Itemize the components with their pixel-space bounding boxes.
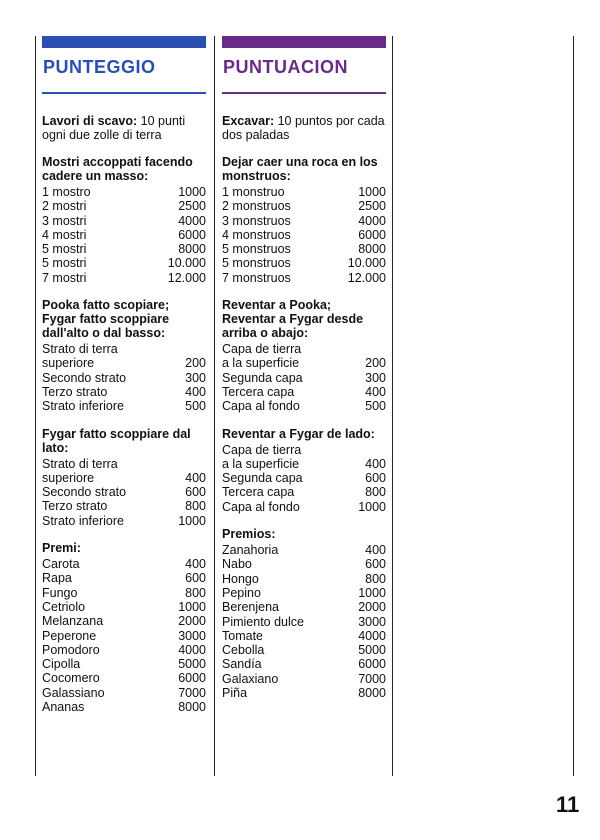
score-row xyxy=(222,586,386,600)
row-value: 300 xyxy=(365,370,386,385)
score-section xyxy=(222,298,386,413)
row-value: 8000 xyxy=(178,700,206,715)
score-row xyxy=(42,671,206,685)
row-label: Segunda capa xyxy=(222,370,303,385)
row-value: 3000 xyxy=(358,614,386,629)
row-value: 1000 xyxy=(358,499,386,514)
italian-color-bar xyxy=(42,36,206,48)
score-row xyxy=(222,557,386,571)
row-value: 400 xyxy=(365,456,386,471)
score-section xyxy=(42,155,206,285)
score-row xyxy=(222,385,386,399)
score-row xyxy=(42,242,206,256)
row-label: Cetriolo xyxy=(42,599,86,614)
row-value: 400 xyxy=(365,384,386,399)
score-row xyxy=(42,643,206,657)
row-value: 8000 xyxy=(178,242,206,257)
row-value: 800 xyxy=(365,571,386,586)
row-label: Pimiento dulce xyxy=(222,614,304,629)
score-row xyxy=(42,371,206,385)
row-label: 5 monstruos xyxy=(222,256,291,271)
italian-title-rule xyxy=(42,92,206,94)
row-label: Strato di terra superiore xyxy=(42,342,118,371)
row-value: 2500 xyxy=(178,199,206,214)
row-label: Peperone xyxy=(42,628,97,643)
row-value: 800 xyxy=(365,485,386,500)
spanish-color-bar xyxy=(222,36,386,48)
score-row xyxy=(42,271,206,285)
score-row xyxy=(222,643,386,657)
row-value: 200 xyxy=(365,356,386,371)
row-label: 3 mostri xyxy=(42,213,87,228)
row-label: Rapa xyxy=(42,571,72,586)
score-row xyxy=(42,228,206,242)
row-value: 600 xyxy=(365,557,386,572)
row-value: 600 xyxy=(365,471,386,486)
spanish-dig-note xyxy=(222,114,386,142)
score-row xyxy=(222,371,386,385)
row-value: 3000 xyxy=(178,628,206,643)
spanish-dig-key: Excavar: xyxy=(222,114,275,128)
score-row xyxy=(222,228,386,242)
score-section xyxy=(222,155,386,285)
row-value: 6000 xyxy=(178,227,206,242)
section-header: Mostri accoppati facendo cadere un masso: xyxy=(42,155,193,183)
row-label: Tomate xyxy=(222,628,263,643)
row-value: 10.000 xyxy=(167,256,206,271)
row-value: 800 xyxy=(185,585,206,600)
score-row xyxy=(42,600,206,614)
row-label: Pepino xyxy=(222,585,261,600)
score-row xyxy=(222,686,386,700)
row-label: Pomodoro xyxy=(42,642,100,657)
spanish-sections xyxy=(222,155,386,700)
section-header: Dejar caer una roca en los monstruos: xyxy=(222,155,378,183)
row-label: 5 mostri xyxy=(42,242,87,257)
row-label: Capa al fondo xyxy=(222,499,300,514)
score-row xyxy=(42,586,206,600)
score-row xyxy=(222,600,386,614)
row-value: 5000 xyxy=(178,657,206,672)
row-label: 4 mostri xyxy=(42,227,87,242)
row-value: 12.000 xyxy=(347,270,386,285)
row-value: 400 xyxy=(185,557,206,572)
row-label: Strato inferiore xyxy=(42,513,124,528)
row-label: Berenjena xyxy=(222,600,279,615)
row-value: 8000 xyxy=(358,686,386,701)
row-label: 7 monstruos xyxy=(222,270,291,285)
far-right-line xyxy=(573,36,574,776)
italian-column xyxy=(42,36,206,727)
section-header: Reventar a Fygar de lado: xyxy=(222,426,375,441)
section-header: Reventar a Pooka; Reventar a Fygar desde arriba o abajo: xyxy=(222,298,364,341)
row-value: 4000 xyxy=(178,213,206,228)
row-label: 1 monstruo xyxy=(222,185,285,199)
spanish-title-rule xyxy=(222,92,386,94)
score-row xyxy=(222,256,386,270)
score-row xyxy=(222,214,386,228)
score-section xyxy=(42,427,206,528)
center-divider-line xyxy=(214,36,215,776)
row-label: Tercera capa xyxy=(222,485,295,500)
score-row xyxy=(42,457,206,486)
score-row xyxy=(42,557,206,571)
row-value: 4000 xyxy=(178,642,206,657)
score-section xyxy=(222,527,386,700)
section-header: Premios: xyxy=(222,527,276,542)
spanish-title: PUNTUACION xyxy=(223,57,348,77)
row-label: Strato inferiore xyxy=(42,399,124,414)
score-row xyxy=(222,657,386,671)
score-row xyxy=(222,342,386,371)
row-value: 4000 xyxy=(358,213,386,228)
row-label: 7 mostri xyxy=(42,270,87,285)
row-value: 12.000 xyxy=(167,270,206,285)
section-header: Fygar fatto scoppiare dal lato: xyxy=(42,426,191,455)
row-value: 4000 xyxy=(358,628,386,643)
row-label: Ananas xyxy=(42,700,85,715)
row-value: 2000 xyxy=(178,614,206,629)
score-section xyxy=(42,298,206,413)
row-label: 2 mostri xyxy=(42,199,87,214)
score-row xyxy=(42,657,206,671)
row-value: 5000 xyxy=(358,643,386,658)
row-label: Galassiano xyxy=(42,685,105,700)
italian-dig-key: Lavori di scavo: xyxy=(42,114,138,128)
score-row xyxy=(42,185,206,199)
score-row xyxy=(42,629,206,643)
score-row xyxy=(42,499,206,513)
row-label: Galaxiano xyxy=(222,671,279,686)
score-row xyxy=(222,443,386,472)
row-value: 1000 xyxy=(178,513,206,528)
spanish-dig-text: 10 puntos por cada dos paladas xyxy=(222,114,385,142)
score-row xyxy=(222,242,386,256)
score-row xyxy=(42,614,206,628)
italian-title: PUNTEGGIO xyxy=(43,57,156,77)
italian-dig-text: 10 punti ogni due zolle di terra xyxy=(42,114,186,142)
row-label: Nabo xyxy=(222,557,252,572)
score-row xyxy=(42,686,206,700)
score-row xyxy=(222,199,386,213)
row-label: Tercera capa xyxy=(222,384,295,399)
row-value: 2000 xyxy=(358,600,386,615)
row-label: Cipolla xyxy=(42,657,81,672)
row-value: 7000 xyxy=(178,685,206,700)
row-label: Piña xyxy=(222,686,248,701)
spanish-column xyxy=(222,36,386,713)
row-label: Sandía xyxy=(222,657,262,672)
score-row xyxy=(42,399,206,413)
row-value: 1000 xyxy=(178,185,206,199)
row-label: 3 monstruos xyxy=(222,213,291,228)
row-label: Fungo xyxy=(42,585,78,600)
score-row xyxy=(42,342,206,371)
row-label: Cocomero xyxy=(42,671,100,686)
score-section xyxy=(42,541,206,714)
score-row xyxy=(222,399,386,413)
row-label: 1 mostro xyxy=(42,185,91,199)
score-row xyxy=(42,485,206,499)
row-value: 200 xyxy=(185,356,206,371)
row-value: 6000 xyxy=(178,671,206,686)
row-value: 400 xyxy=(365,543,386,558)
score-row xyxy=(42,256,206,270)
score-section xyxy=(222,427,386,514)
row-label: Secondo strato xyxy=(42,485,127,500)
row-label: 5 mostri xyxy=(42,256,87,271)
row-value: 10.000 xyxy=(347,256,386,271)
score-row xyxy=(222,271,386,285)
row-value: 400 xyxy=(185,384,206,399)
row-label: Capa de tierra a la superficie xyxy=(222,442,302,471)
row-label: Secondo strato xyxy=(42,370,127,385)
row-value: 7000 xyxy=(358,671,386,686)
score-row xyxy=(42,514,206,528)
row-label: Hongo xyxy=(222,571,259,586)
row-label: Strato di terra superiore xyxy=(42,456,118,485)
row-value: 1000 xyxy=(358,185,386,199)
row-label: 2 monstruos xyxy=(222,199,291,214)
middle-right-line xyxy=(392,36,393,776)
score-row xyxy=(222,615,386,629)
row-label: Terzo strato xyxy=(42,499,108,514)
row-value: 600 xyxy=(185,571,206,586)
section-header: Pooka fatto scopiare; Fygar fatto scoppiare dall'alto o dal basso: xyxy=(42,298,170,341)
score-row xyxy=(42,199,206,213)
page-number: 11 xyxy=(556,792,580,817)
row-label: 5 monstruos xyxy=(222,242,291,257)
italian-sections xyxy=(42,155,206,714)
row-value: 6000 xyxy=(358,227,386,242)
row-label: Capa de tierra a la superficie xyxy=(222,342,302,371)
row-label: Terzo strato xyxy=(42,384,108,399)
row-value: 500 xyxy=(185,399,206,414)
score-row xyxy=(42,214,206,228)
score-row xyxy=(222,543,386,557)
row-label: Capa al fondo xyxy=(222,399,300,414)
score-row xyxy=(42,385,206,399)
row-label: Carota xyxy=(42,557,80,572)
row-label: Cebolla xyxy=(222,643,265,658)
row-label: Zanahoria xyxy=(222,543,279,558)
row-value: 500 xyxy=(365,399,386,414)
row-value: 800 xyxy=(185,499,206,514)
row-label: 4 monstruos xyxy=(222,227,291,242)
score-row xyxy=(222,672,386,686)
score-row xyxy=(222,629,386,643)
section-header: Premi: xyxy=(42,541,81,556)
row-value: 2500 xyxy=(358,199,386,214)
row-value: 8000 xyxy=(358,242,386,257)
row-value: 400 xyxy=(185,470,206,485)
score-row xyxy=(222,485,386,499)
score-row xyxy=(222,185,386,199)
row-label: Melanzana xyxy=(42,614,104,629)
score-row xyxy=(42,571,206,585)
left-margin-line xyxy=(35,36,36,776)
row-value: 1000 xyxy=(358,585,386,600)
row-value: 300 xyxy=(185,370,206,385)
row-value: 600 xyxy=(185,485,206,500)
row-value: 6000 xyxy=(358,657,386,672)
row-label: Segunda capa xyxy=(222,471,303,486)
italian-dig-note xyxy=(42,114,206,142)
row-value: 1000 xyxy=(178,599,206,614)
score-row xyxy=(222,500,386,514)
score-row xyxy=(222,471,386,485)
score-row xyxy=(42,700,206,714)
score-row xyxy=(222,572,386,586)
